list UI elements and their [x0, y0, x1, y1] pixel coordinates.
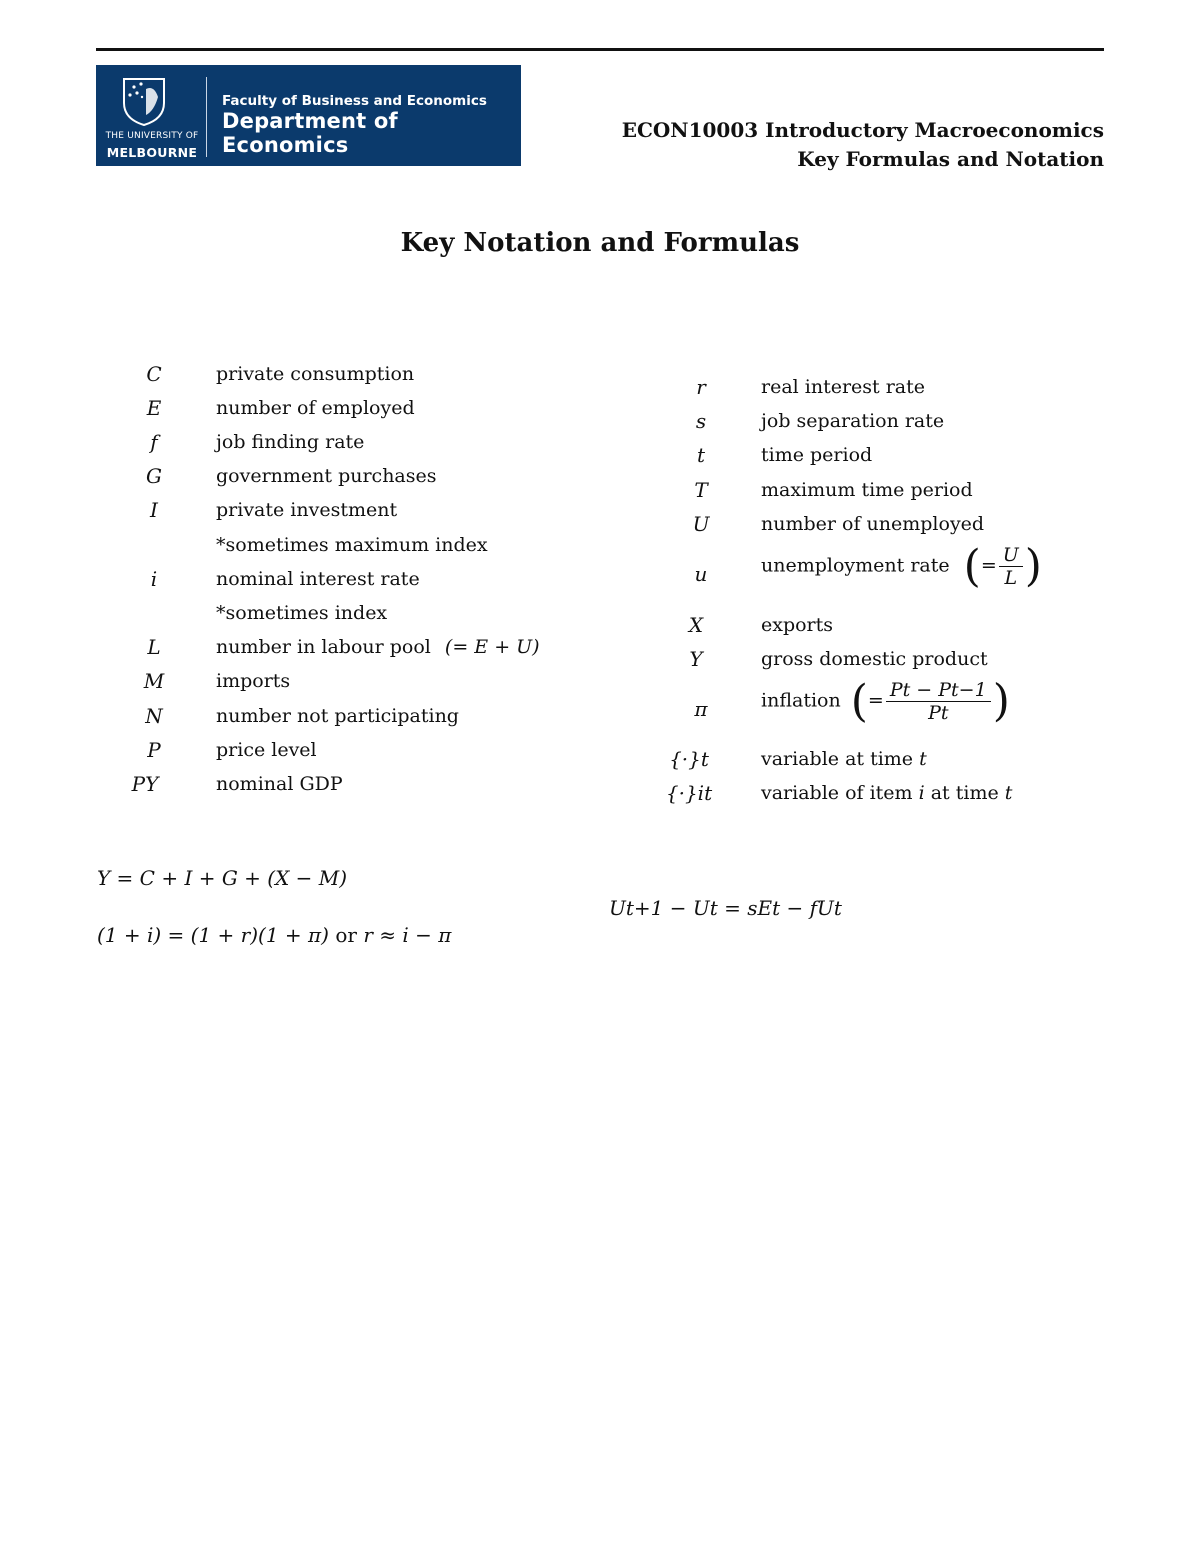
- notation-symbol: Y: [689, 647, 703, 671]
- notation-symbol: U: [692, 512, 710, 536]
- notation-desc-text: inflation: [761, 689, 841, 712]
- notation-desc-text: number in labour pool: [216, 636, 431, 658]
- logo-divider: [206, 77, 207, 157]
- fisher-equation: [97, 923, 451, 947]
- notation-symbol: i: [150, 567, 158, 591]
- notation-desc: [761, 540, 1042, 592]
- university-name-line2: MELBOURNE: [106, 145, 198, 160]
- notation-desc: [761, 748, 927, 770]
- university-name-line1: THE UNIVERSITY OF: [105, 131, 199, 141]
- notation-desc: nominal interest rate: [216, 568, 420, 590]
- notation-symbol: {·}t: [669, 747, 709, 771]
- notation-desc-text: at time: [930, 782, 999, 804]
- equals-sign: =: [867, 689, 884, 712]
- notation-var: t: [919, 748, 927, 770]
- notation-desc: private consumption: [216, 363, 415, 385]
- fraction-denominator: L: [1004, 567, 1018, 589]
- top-rule: [96, 48, 1104, 51]
- unemployment-dynamics-formula: Ut+1 − Ut = sEt − fUt: [609, 896, 842, 920]
- notation-desc: real interest rate: [761, 376, 926, 398]
- notation-desc: government purchases: [216, 465, 437, 487]
- university-logo: [96, 65, 521, 166]
- notation-symbol: I: [150, 498, 158, 522]
- notation-symbol: π: [694, 697, 708, 721]
- fraction-numerator: U: [999, 544, 1023, 567]
- notation-symbol: G: [146, 464, 162, 488]
- right-paren: ): [992, 675, 1010, 727]
- header-course-info: [622, 116, 1104, 174]
- notation-desc: number not participating: [216, 705, 459, 727]
- notation-var: t: [1004, 782, 1013, 804]
- notation-desc-text: unemployment rate: [761, 554, 950, 577]
- notation-desc-text: variable at time: [761, 748, 914, 770]
- fisher-approx: r ≈ i − π: [363, 923, 452, 947]
- notation-desc: job finding rate: [216, 431, 365, 453]
- notation-symbol: T: [694, 478, 708, 502]
- notation-desc: [216, 636, 540, 658]
- fisher-or: or: [335, 923, 357, 947]
- notation-desc: exports: [761, 614, 834, 636]
- notation-desc: gross domestic product: [761, 648, 988, 670]
- notation-desc: private investment: [216, 499, 398, 521]
- course-title: ECON10003 Introductory Macroeconomics: [621, 118, 1104, 142]
- fraction-denominator: Pt: [928, 702, 949, 724]
- notation-symbol: t: [696, 443, 706, 467]
- labour-pool-identity: (= E + U): [444, 636, 540, 658]
- equals-sign: =: [980, 554, 997, 577]
- notation-desc: number of employed: [216, 397, 415, 419]
- notation-symbol: L: [147, 635, 161, 659]
- notation-symbol: E: [146, 396, 162, 420]
- notation-note: *sometimes index: [216, 602, 388, 624]
- crest-icon: [114, 75, 174, 127]
- notation-symbol: M: [143, 669, 165, 693]
- right-paren: ): [1024, 540, 1042, 592]
- department-name: Department of Economics: [222, 109, 398, 157]
- notation-symbol: s: [695, 409, 707, 433]
- notation-symbol: f: [150, 430, 158, 454]
- notation-symbol: {·}it: [665, 781, 713, 805]
- notation-desc: job separation rate: [761, 410, 945, 432]
- notation-desc: imports: [216, 670, 291, 692]
- gdp-identity-formula: Y = C + I + G + (X − M): [97, 866, 348, 890]
- notation-symbol: PY: [131, 772, 159, 796]
- notation-desc: price level: [216, 739, 317, 761]
- notation-symbol: u: [694, 562, 708, 586]
- faculty-name: Faculty of Business and Economics: [222, 93, 487, 109]
- notation-symbol: C: [146, 362, 162, 386]
- fisher-exact: (1 + i) = (1 + r)(1 + π): [97, 923, 329, 947]
- notation-desc: [761, 675, 1010, 727]
- notation-note: *sometimes maximum index: [216, 534, 488, 556]
- page-title: Key Notation and Formulas: [400, 228, 800, 258]
- notation-desc: number of unemployed: [761, 513, 985, 535]
- unemployment-fraction: [999, 544, 1023, 589]
- fraction-numerator: Pt − Pt−1: [886, 679, 991, 702]
- notation-desc: time period: [761, 444, 873, 466]
- notation-symbol: X: [688, 613, 704, 637]
- notation-desc: [761, 782, 1012, 804]
- left-paren: (: [963, 540, 981, 592]
- inflation-fraction: [886, 679, 991, 724]
- course-subtitle: Key Formulas and Notation: [797, 147, 1104, 171]
- notation-desc: nominal GDP: [216, 773, 343, 795]
- notation-symbol: N: [145, 704, 163, 728]
- notation-symbol: P: [147, 738, 161, 762]
- notation-desc-text: variable of item: [761, 782, 913, 804]
- left-paren: (: [850, 675, 868, 727]
- notation-desc: maximum time period: [761, 479, 973, 501]
- notation-symbol: r: [696, 375, 706, 399]
- notation-var: i: [918, 782, 925, 804]
